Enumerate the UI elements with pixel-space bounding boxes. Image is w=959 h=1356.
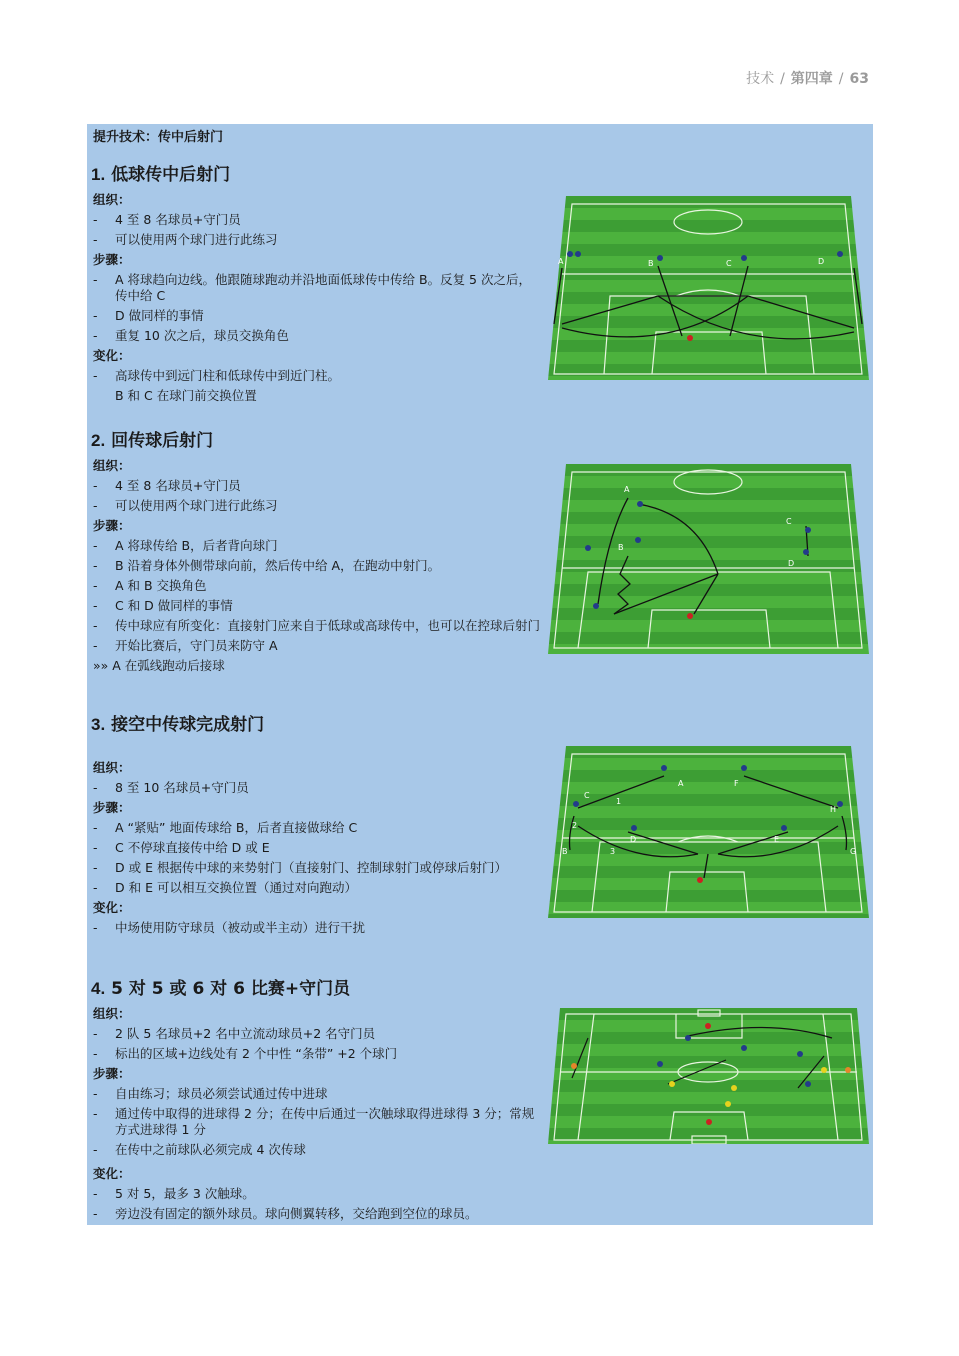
steps-label: 步骤： [93, 800, 131, 815]
list-item: - 高球传中到远门柱和低球传中到近门柱。 [93, 368, 341, 383]
list-item: - 自由练习；球员必须尝试通过传中进球 [93, 1086, 328, 1101]
list-item: - D 做同样的事情 [93, 308, 204, 323]
list-item: - 5 对 5，最多 3 次触球。 [93, 1186, 255, 1201]
list-item: - 4 至 8 名球员+守门员 [93, 212, 241, 227]
section-title: 1. 低球传中后射门 [91, 165, 231, 185]
svg-text:C: C [786, 517, 792, 526]
svg-text:D: D [818, 257, 825, 266]
drill-diagram-1 [548, 196, 869, 380]
list-item: - 通过传中取得的进球得 2 分；在传中后通过一次触球取得进球得 3 分；常规方式进球得 1 分 [93, 1106, 535, 1137]
svg-text:G: G [850, 847, 857, 856]
svg-text:2: 2 [572, 821, 578, 830]
section-title: 3. 接空中传球完成射门 [91, 715, 265, 735]
list-item: - A “紧贴” 地面传球给 B，后者直接做球给 C [93, 820, 358, 835]
svg-text:D: D [630, 835, 637, 844]
svg-text:H: H [830, 805, 837, 814]
list-item: - 重复 10 次之后，球员交换角色 [93, 328, 289, 343]
org-label: 组织： [93, 192, 131, 207]
steps-label: 步骤： [93, 252, 131, 267]
list-item: - C 不停球直接传中给 D 或 E [93, 840, 270, 855]
section-text [93, 758, 543, 938]
header-chapter: 第四章 [790, 71, 833, 87]
list-item: - B 沿着身体外侧带球向前，然后传中给 A，在跑动中射门。 [93, 558, 441, 573]
org-label: 组织： [93, 458, 131, 473]
section-text [93, 1004, 543, 1224]
list-item: - 旁边没有固定的额外球员。球向侧翼转移，交给跑到空位的球员。 [93, 1206, 478, 1221]
list-item: - 可以使用两个球门进行此练习 [93, 232, 278, 247]
variation-label: 变化： [93, 348, 131, 363]
list-item: - 开始比赛后，守门员来防守 A [93, 638, 278, 653]
list-item: - 中场使用防守球员（被动或半主动）进行干扰 [93, 920, 366, 935]
steps-label: 步骤： [93, 1066, 131, 1081]
list-item: - D 或 E 根据传中球的来势射门（直接射门、控制球射门或停球后射门） [93, 860, 507, 875]
header-section: 技术 [746, 71, 775, 87]
list-item: - C 和 D 做同样的事情 [93, 598, 233, 613]
svg-text:C: C [584, 791, 590, 800]
section-title: 2. 回传球后射门 [91, 431, 214, 451]
list-item: - 8 至 10 名球员+守门员 [93, 780, 249, 795]
svg-text:E: E [774, 835, 780, 844]
svg-text:3: 3 [610, 847, 616, 856]
extra-note: B 和 C 在球门前交换位置 [115, 388, 257, 403]
drill-diagram-2 [548, 464, 869, 654]
svg-text:C: C [726, 259, 732, 268]
svg-text:A: A [678, 779, 684, 788]
svg-text:D: D [788, 559, 795, 568]
panel-title: 提升技术：传中后射门 [93, 130, 224, 145]
drill-diagram-4 [548, 1008, 869, 1144]
extra-note: »» A 在弧线跑动后接球 [93, 658, 225, 673]
svg-text:B: B [562, 847, 568, 856]
list-item: - 在传中之前球队必须完成 4 次传球 [93, 1142, 306, 1157]
section-text [93, 456, 543, 676]
section-title: 4. 5 对 5 或 6 对 6 比赛+守门员 [91, 979, 351, 999]
list-item: - 可以使用两个球门进行此练习 [93, 498, 278, 513]
org-label: 组织： [93, 760, 131, 775]
svg-text:1: 1 [616, 797, 622, 806]
variation-label: 变化： [93, 1166, 131, 1181]
svg-text:F: F [734, 779, 739, 788]
variation-label: 变化： [93, 900, 131, 915]
svg-text:A: A [558, 257, 564, 266]
org-label: 组织： [93, 1006, 131, 1021]
list-item: - A 和 B 交换角色 [93, 578, 207, 593]
content-panel [87, 124, 873, 1225]
list-item: - A 将球传给 B，后者背向球门 [93, 538, 278, 553]
steps-label: 步骤： [93, 518, 131, 533]
section-text [93, 190, 543, 406]
list-item: - 标出的区域+边线处有 2 个中性 “条带” +2 个球门 [93, 1046, 398, 1061]
drill-diagram-3 [548, 746, 869, 918]
list-item: - 4 至 8 名球员+守门员 [93, 478, 241, 493]
svg-text:B: B [648, 259, 654, 268]
svg-text:A: A [624, 485, 630, 494]
list-item: - 传中球应有所变化：直接射门应来自于低球或高球传中，也可以在控球后射门 [93, 618, 541, 633]
list-item: - A 将球趋向边线。他跟随球跑动并沿地面低球传中传给 B。反复 5 次之后，传中给 C [93, 272, 531, 303]
page-number: 63 [849, 71, 869, 87]
svg-text:B: B [618, 543, 624, 552]
page-header: 技术 / 第四章 / 63 [746, 71, 869, 87]
list-item: - D 和 E 可以相互交换位置（通过对向跑动） [93, 880, 357, 895]
list-item: - 2 队 5 名球员+2 名中立流动球员+2 名守门员 [93, 1026, 376, 1041]
